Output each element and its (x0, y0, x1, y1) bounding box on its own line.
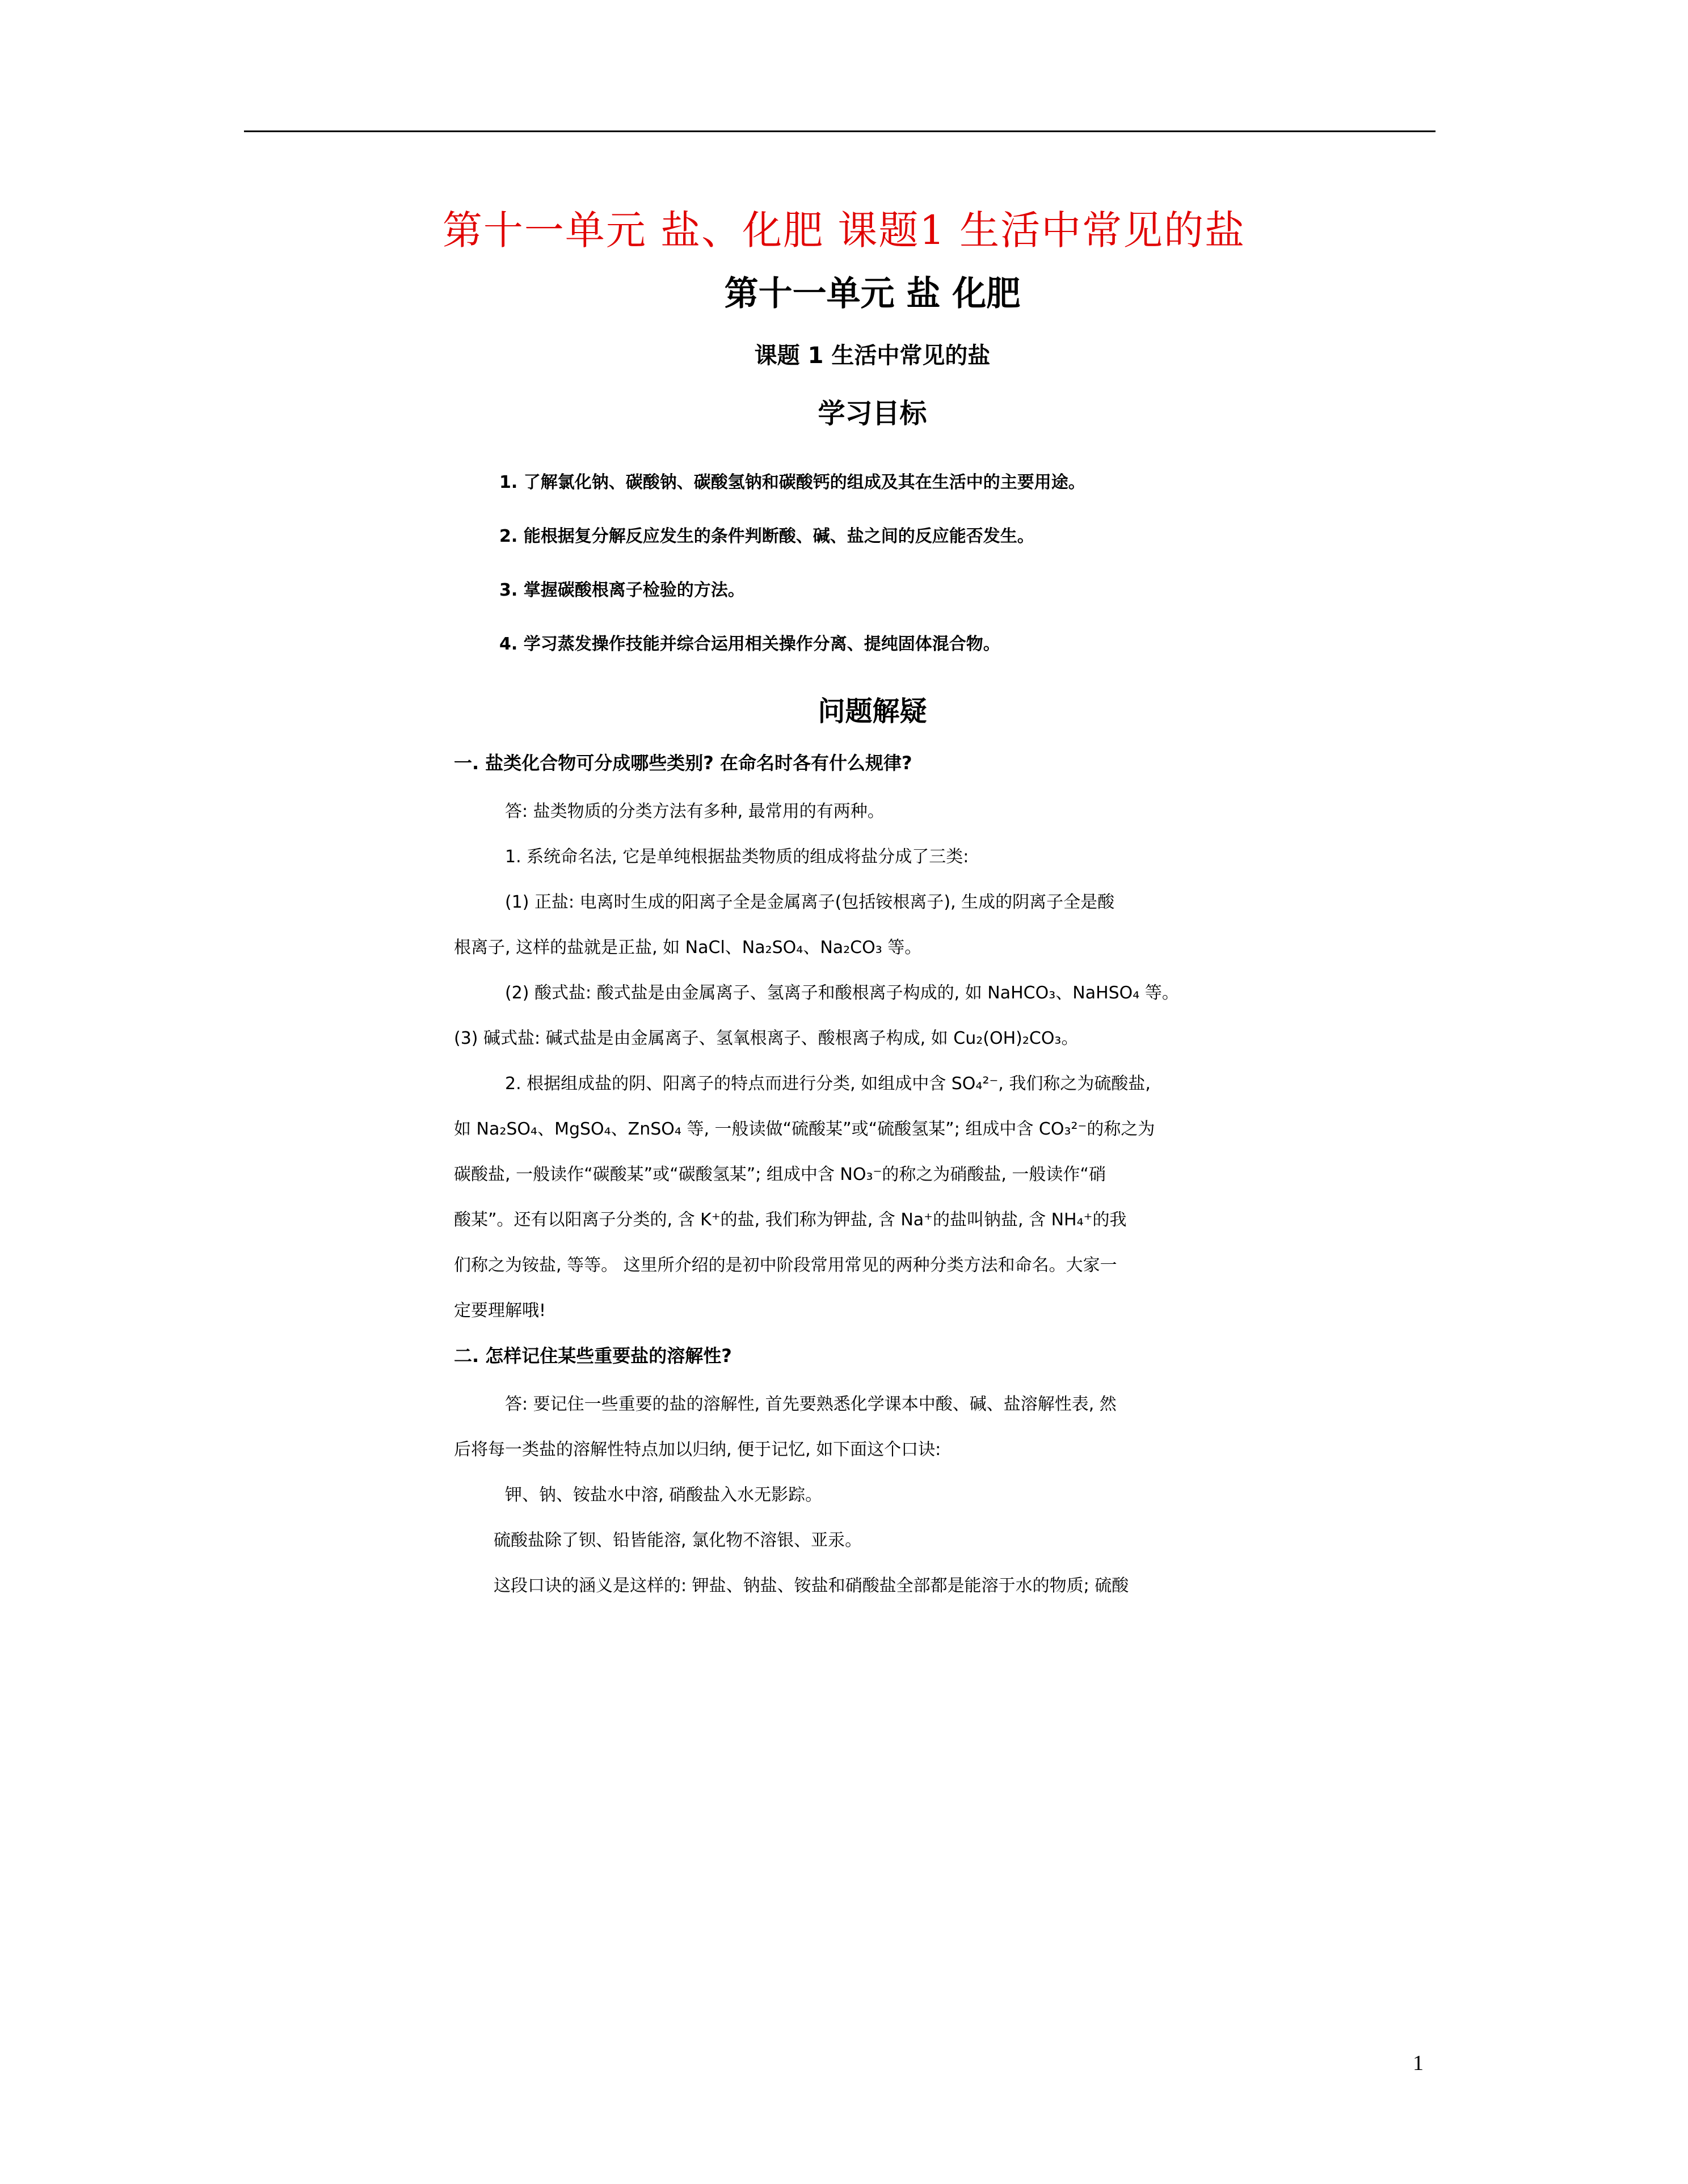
question-1-answer: 答: 盐类物质的分类方法有多种, 最常用的有两种。 (505, 802, 885, 821)
method-2-line: 如 Na₂SO₄、MgSO₄、ZnSO₄ 等, 一般读做“硫酸某”或“硫酸氢某”; 组成中含 CO₃²⁻的称之为 (454, 1119, 1155, 1139)
acid-salt: (2) 酸式盐: 酸式盐是由金属离子、氢离子和酸根离子构成的, 如 NaHCO₃、NaHSO₄ 等。 (505, 983, 1179, 1003)
method-2-line: 们称之为铵盐, 等等。 这里所介绍的是初中阶段常用常见的两种分类方法和命名。大家一 (454, 1255, 1117, 1275)
normal-salt-line-1: (1) 正盐: 电离时生成的阳离子全是金属离子(包括铵根离子), 生成的阴离子全是酸 (505, 892, 1115, 912)
normal-salt-line-2: 根离子, 这样的盐就是正盐, 如 NaCl、Na₂SO₄、Na₂CO₃ 等。 (454, 938, 922, 958)
document-title: 第十一单元 盐、化肥 课题1 生活中常见的盐 (442, 207, 1246, 254)
objectives-heading: 学习目标 (818, 398, 927, 429)
objective-item: 1. 了解氯化钠、碳酸钠、碳酸氢钠和碳酸钙的组成及其在生活中的主要用途。 (499, 473, 1085, 492)
header-rule (244, 130, 1436, 132)
method-2-line: 碳酸盐, 一般读作“碳酸某”或“碳酸氢某”; 组成中含 NO₃⁻的称之为硝酸盐, 一般读作“硝 (454, 1165, 1106, 1184)
rhyme-line: 硫酸盐除了钡、铅皆能溶, 氯化物不溶银、亚汞。 (494, 1531, 862, 1550)
questions-heading: 问题解疑 (818, 695, 927, 727)
method-2-line: 定要理解哦! (454, 1301, 546, 1321)
question-2-answer-line: 答: 要记住一些重要的盐的溶解性, 首先要熟悉化学课本中酸、碱、盐溶解性表, 然 (505, 1394, 1117, 1414)
question-2-answer-line: 后将每一类盐的溶解性特点加以归纳, 便于记忆, 如下面这个口诀: (454, 1440, 941, 1460)
method-2-line: 酸某”。还有以阳离子分类的, 含 K⁺的盐, 我们称为钾盐, 含 Na⁺的盐叫钠盐, 含 NH₄⁺的我 (454, 1210, 1127, 1230)
lesson-title: 课题 1 生活中常见的盐 (754, 343, 991, 369)
unit-title: 第十一单元 盐 化肥 (724, 274, 1021, 314)
method-1: 1. 系统命名法, 它是单纯根据盐类物质的组成将盐分成了三类: (505, 847, 969, 867)
page-number: 1 (1413, 2051, 1424, 2075)
objective-item: 4. 学习蒸发操作技能并综合运用相关操作分离、提纯固体混合物。 (499, 634, 1000, 654)
method-2-line: 2. 根据组成盐的阴、阳离子的特点而进行分类, 如组成中含 SO₄²⁻, 我们称之为硫酸盐, (505, 1074, 1151, 1094)
objective-item: 3. 掌握碳酸根离子检验的方法。 (499, 580, 745, 600)
objective-item: 2. 能根据复分解反应发生的条件判断酸、碱、盐之间的反应能否发生。 (499, 526, 1034, 546)
basic-salt: (3) 碱式盐: 碱式盐是由金属离子、氢氧根离子、酸根离子构成, 如 Cu₂(OH)₂CO₃。 (454, 1028, 1079, 1048)
question-1-title: 一. 盐类化合物可分成哪些类别? 在命名时各有什么规律? (454, 752, 912, 774)
explanation-line: 这段口诀的涵义是这样的: 钾盐、钠盐、铵盐和硝酸盐全部都是能溶于水的物质; 硫酸 (494, 1576, 1129, 1596)
question-2-title: 二. 怎样记住某些重要盐的溶解性? (454, 1345, 732, 1367)
rhyme-line: 钾、钠、铵盐水中溶, 硝酸盐入水无影踪。 (505, 1485, 823, 1505)
